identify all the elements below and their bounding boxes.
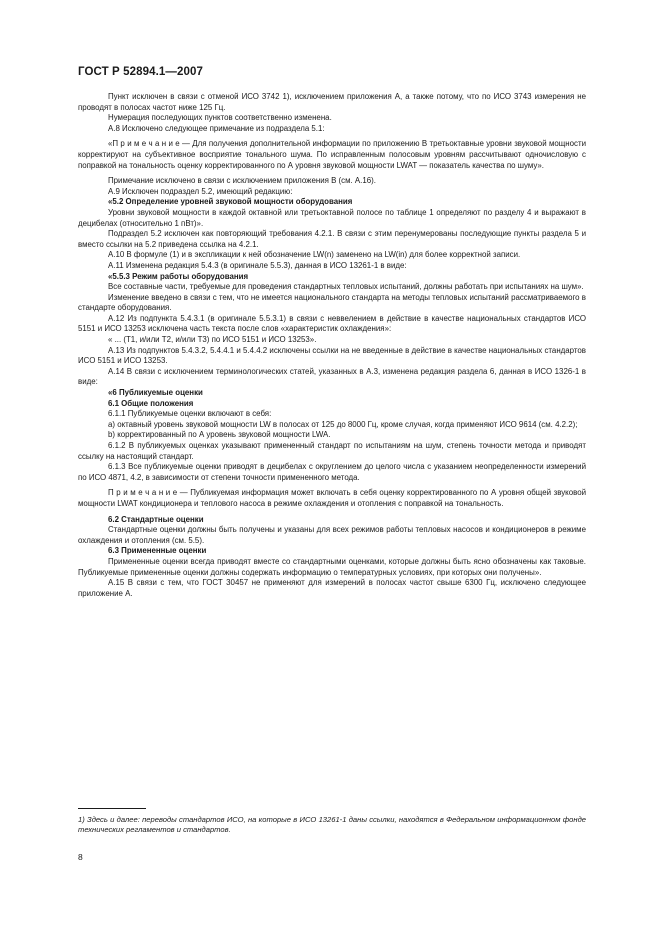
section-heading: 6.1 Общие положения — [108, 398, 194, 408]
paragraph: Подраздел 5.2 исключен как повторяющий требования 4.2.1. В связи с этим перенумерованы последующие пункты раздела 5 и вместо ссылки на 5.2 приведена ссылка на 4.2.1. — [78, 229, 586, 249]
paragraph: Пункт исключен в связи с отменой ИСО 3742 1), исключением приложения А, а также потому, что по ИСО 3743 измерения не проводят в полосах частот ниже 125 Гц. — [78, 92, 586, 112]
paragraph: Нумерация последующих пунктов соответственно изменена. — [108, 113, 332, 123]
footnote-divider — [78, 808, 146, 809]
footnote: 1) Здесь и далее: переводы стандартов ИСО, на которые в ИСО 13261-1 даны ссылки, находятся в Федеральном информационном фонде технических регламентов и стандартов. — [78, 815, 586, 835]
paragraph: Изменение введено в связи с тем, что не имеется национального стандарта на методы тепловых испытаний рассматриваемого в стандарте оборудования. — [78, 292, 586, 313]
note-paragraph: «П р и м е ч а н и е — Для получения дополнительной информации по приложению В третьоктавные уровни звуковой мощности корректируют на субъективное восприятие тонального шума. По исправленным полосовым уровням рассчитывают одночисловую с поправкой на тональность оценку корректированного по А уровня звуковой мощности LWAT — показатель качества по шуму». — [78, 139, 586, 170]
page-number: 8 — [78, 852, 83, 862]
paragraph: А.12 Из подпункта 5.4.3.1 (в оригинале 5.5.3.1) в связи с неввелением в действие в качестве национальных стандартов ИСО 5151 и ИСО 13253 исключена часть текста после слов «характеристик охлаждения»: — [78, 313, 586, 334]
paragraph: Примечание исключено в связи с исключением приложения В (см. А.16). — [108, 176, 376, 186]
paragraph: А.13 Из подпунктов 5.4.3.2, 5.4.4.1 и 5.4.4.2 исключены ссылки на не введенные в действие в качестве национальных стандартов ИСО 5151 и ИСО 13253. — [78, 345, 586, 366]
section-heading: «5.5.3 Режим работы оборудования — [108, 271, 249, 281]
section-heading: «5.2 Определение уровней звуковой мощности оборудования — [108, 197, 353, 207]
list-item: а) октавный уровень звуковой мощности LW в полосах от 125 до 8000 Гц, кроме случая, когда применяют ИСО 9614 (см. 4.2.2); — [108, 419, 578, 429]
paragraph: А.9 Исключен подраздел 5.2, имеющий редакцию: — [108, 186, 293, 196]
section-heading: 6.3 Примененные оценки — [108, 546, 207, 556]
paragraph: А.15 В связи с тем, что ГОСТ 30457 не применяют для измерений в полосах частот свыше 6300 Гц, исключено следующее приложение А. — [78, 578, 586, 598]
paragraph: Примененные оценки всегда приводят вместе со стандартными оценками, которые должны быть ясно обозначены как таковые. Публикуемые примененные оценки должны содержать информацию о температурных условиях, при которых они получены». — [78, 556, 586, 577]
document-body — [78, 92, 586, 599]
paragraph: А.14 В связи с исключением терминологических статей, указанных в А.3, изменена редакция раздела 6, данная в ИСО 1326-1 в виде: — [78, 366, 586, 387]
section-heading: «6 Публикуемые оценки — [108, 388, 203, 398]
paragraph: А.8 Исключено следующее примечание из подраздела 5.1: — [108, 123, 325, 133]
paragraph: 6.1.1 Публикуемые оценки включают в себя: — [108, 409, 272, 419]
paragraph: Стандартные оценки должны быть получены и указаны для всех режимов работы тепловых насосов и кондиционеров в режиме охлаждения и отопления (см. 5.5). — [78, 525, 586, 545]
paragraph: А.11 Изменена редакция 5.4.3 (в оригинале 5.5.3), данная в ИСО 13261-1 в виде: — [108, 260, 407, 270]
paragraph: 6.1.3 Все публикуемые оценки приводят в децибелах с округлением до целого числа с указанием неопределенности измерений по ИСО 4871, 4.2, в зависимости от степени точности примененного метода. — [78, 462, 586, 482]
document-header: ГОСТ Р 52894.1—2007 — [78, 66, 203, 78]
paragraph: А.10 В формуле (1) и в экспликации к ней обозначение LW(n) заменено на LW(in) для более корректной записи. — [108, 250, 521, 260]
paragraph: « ... (T1, и/или T2, и/или T3) по ИСО 5151 и ИСО 13253». — [108, 335, 317, 345]
paragraph: Уровни звуковой мощности в каждой октавной или третьоктавной полосе по таблице 1 определяют по разделу 4 и выражают в децибелах (относительно 1 пВт)». — [78, 207, 586, 228]
note-paragraph: П р и м е ч а н и е — Публикуемая информация может включать в себя оценку корректированного по А уровня общей звуковой мощности LWAT кондиционера и теплового насоса в режиме охлаждения и отопления с поправкой на тональность. — [78, 488, 586, 508]
list-item: b) корректированный по А уровень звуковой мощности LWA. — [108, 430, 331, 440]
paragraph: Все составные части, требуемые для проведения стандартных тепловых испытаний, должны работать при испытаниях на шум». — [108, 282, 584, 292]
paragraph: 6.1.2 В публикуемых оценках указывают примененный стандарт по испытаниям на шум, степень точности метода и приводят ссылку на настоящий стандарт. — [78, 441, 586, 461]
section-heading: 6.2 Стандартные оценки — [108, 514, 204, 524]
